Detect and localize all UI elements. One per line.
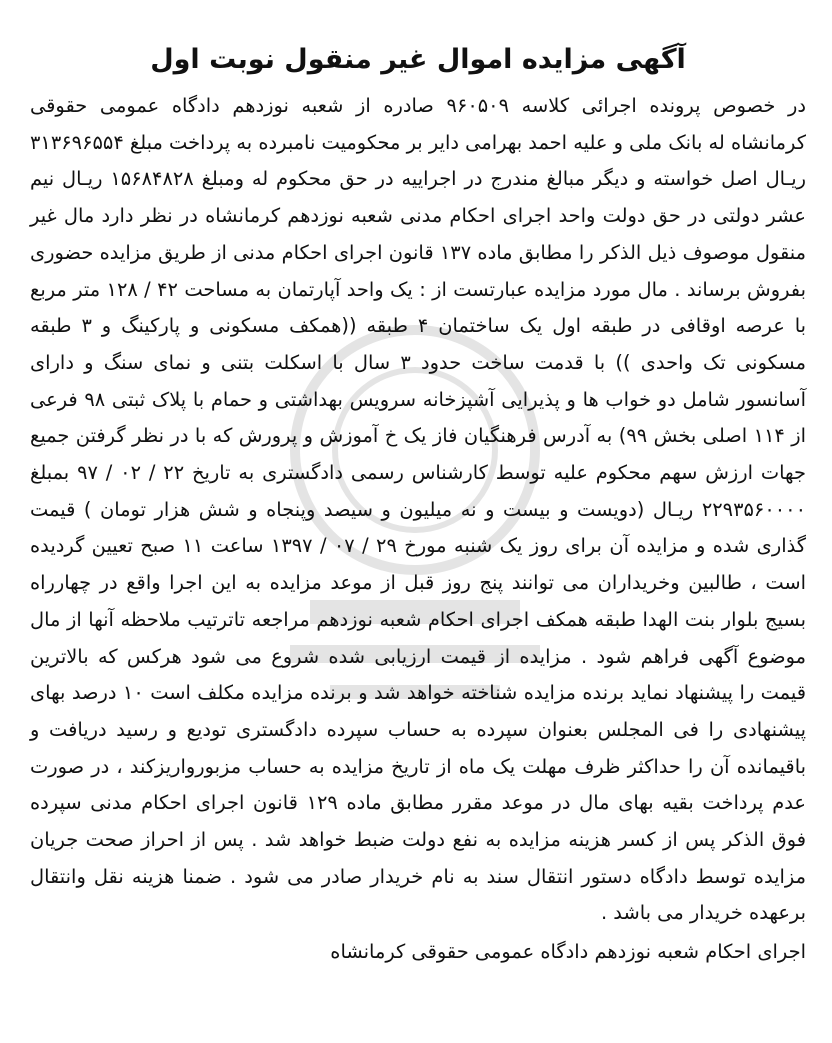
notice-title: آگهی مزایده اموال غیر منقول نوبت اول: [150, 44, 686, 75]
notice-body: در خصوص پرونده اجرائی کلاسه ۹۶۰۵۰۹ صادره از شعبه نوزدهم دادگاه عمومی حقوقی کرمانشاه له بانک ملی و علیه احمد بهرامی دایر بر محکومیت نامبرده به پرداخت مبلغ ۳۱۳۶۹۶۵۵۴ ریـال اصل خواسته و دیگر مبالغ مندرج در اجراییه در حق محکوم له ومبلغ ۱۵۶۸۴۸۲۸ ریـال نیم عشر دولتی در حق دولت واحد اجرای احکام مدنی شعبه نوزدهم کرمانشاه در نظر دارد مال غیر منقول موصوف ذیل الذکر را مطابق ماده ۱۳۷ قانون اجرای احکام مدنی از طریق مزایده حضوری بفروش برساند . مال مورد مزایده عبارتست از : یک واحد آپارتمان به مساحت ۴۲ / ۱۲۸ متر مربع با عرصه اوقافی در طبقه اول یک ساختمان ۴ طبقه ((همکف مسکونی و پارکینگ و ۳ طبقه مسکونی تک واحدی )) با قدمت ساخت حدود ۳ سال با اسکلت بتنی و نمای سنگ و دارای آسانسور شامل دو خواب ها و پذیرایی آشپزخانه سرویس بهداشتی و حمام با پلاک ثبتی ۹۸ فرعی از ۱۱۴ اصلی بخش ۹۹) به آدرس فرهنگیان فاز یک خ آموزش و پرورش که با در نظر گرفتن جمیع جهات ارزش سهم محکوم علیه توسط کارشناس رسمی دادگستری به تاریخ ۲۲ / ۰۲ / ۹۷ بمبلغ ۲۲۹۳۵۶۰۰۰۰ ریـال (دویست و بیست و نه میلیون و سیصد وپنجاه و شش هزار تومان ) قیمت گذاری شده و مزایده آن برای روز یک شنبه مورخ ۲۹ / ۰۷ / ۱۳۹۷ ساعت ۱۱ صبح تعیین گردیده است ، طالبین وخریداران می توانند پنج روز قبل از موعد مزایده به این اجرا واقع در چهارراه بسیج بلوار بنت الهدا طبقه همکف اجرای احکام شعبه نوزدهم مراجعه تاترتیب ملاحظه آنها از مال موضوع آگهی فراهم شود . مزایده از قیمت ارزیابی شده شروع می شود هرکس که بالاترین قیمت را پیشنهاد نماید برنده مزایده شناخته خواهد شد و برنده مزایده مکلف است ۱۰ درصد بهای پیشنهادی را فی المجلس بعنوان سپرده به حساب سپرده دادگستری تودیع و رسید دریافت و باقیمانده آن را حداکثر ظرف مهلت یک ماه از تاریخ مزایده به حساب مزبورواریزکند ، در صورت عدم پرداخت بقیه بهای مال در موعد مقرر مطابق ماده ۱۲۹ قانون اجرای احکام مدنی سپرده فوق الذکر پس از کسر هزینه مزایده به نفع دولت ضبط خواهد شد . پس از احراز صحت جریان مزایده توسط دادگاه دستور انتقال سند به نام خریدار صادر می شود . ضمنا هزینه نقل وانتقال برعهده خریدار می باشد .: [30, 94, 807, 925]
notice-signature: اجرای احکام شعبه نوزدهم دادگاه عمومی حقوقی کرمانشاه: [330, 940, 806, 964]
